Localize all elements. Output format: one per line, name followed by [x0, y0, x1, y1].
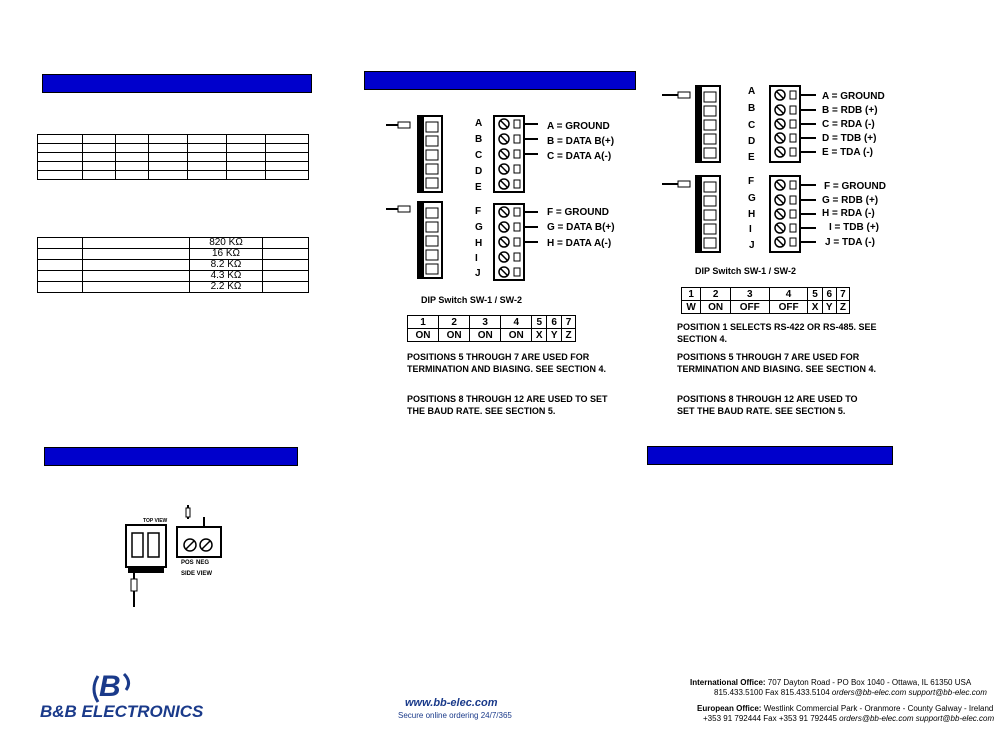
- eu-phone: +353 91 792444 Fax +353 91 792445: [703, 714, 837, 723]
- dip-setting: ON: [501, 329, 532, 342]
- terminal-block-icon: [494, 204, 538, 280]
- table-row: [38, 162, 309, 171]
- terminal-letter: J: [475, 268, 481, 279]
- logo-letter: B: [99, 670, 121, 703]
- resistor-table: [37, 237, 309, 293]
- eu-office-label: European Office:: [697, 704, 762, 713]
- plug-top-view-icon: [126, 525, 166, 607]
- resistor-value: 8.2 KΩ: [190, 260, 263, 271]
- terminal-letter: B: [748, 103, 756, 114]
- terminal-letter: C: [475, 150, 483, 161]
- terminal-letter: A: [748, 86, 756, 97]
- dip-setting: ON: [701, 301, 731, 314]
- intl-office-street: 707 Dayton Road - PO Box 1040 - Ottawa, IL 61350 USA: [767, 678, 972, 687]
- dip-position: 1: [682, 288, 701, 301]
- terminal-letter: J: [749, 240, 755, 251]
- table-row: [38, 249, 309, 260]
- terminal-letter: D: [748, 136, 756, 147]
- pos-label: POS: [181, 560, 194, 566]
- section-header-bar-right-bottom: [647, 446, 893, 465]
- resistor-value: 16 KΩ: [190, 249, 263, 260]
- side-view-label: SIDE VIEW: [181, 571, 213, 577]
- terminal-label: D = TDB (+): [822, 133, 877, 144]
- terminal-letter: I: [749, 224, 752, 235]
- terminal-label: B = RDB (+): [822, 105, 878, 116]
- dip-position: 7: [562, 316, 576, 329]
- terminal-letter: G: [475, 222, 483, 233]
- baud-rate-note: POSITIONS 8 THROUGH 12 ARE USED TO SET THE BAUD RATE. SEE SECTION 5.: [407, 394, 608, 416]
- dip-setting: Z: [562, 329, 576, 342]
- table-row: [38, 153, 309, 162]
- dip-setting: Z: [836, 301, 849, 314]
- plug-block-icon: [696, 86, 720, 162]
- website-link[interactable]: www.bb-elec.com: [405, 697, 498, 709]
- terminal-label: H = RDA (-): [822, 208, 875, 219]
- intl-office-label: International Office:: [690, 678, 766, 687]
- tagline: Secure online ordering 24/7/365: [398, 711, 512, 720]
- terminal-letter: E: [475, 182, 482, 193]
- termination-note: POSITIONS 5 THROUGH 7 ARE USED FOR TERMINATION AND BIASING. SEE SECTION 4.: [677, 352, 877, 374]
- dip-position: 5: [532, 316, 547, 329]
- table-row: [38, 135, 309, 144]
- terminal-label: A = GROUND: [547, 121, 610, 132]
- terminal-letter: G: [748, 193, 756, 204]
- dip-switch-title: DIP Switch SW-1 / SW-2: [421, 295, 522, 305]
- table-row: [38, 260, 309, 271]
- european-office-address: [697, 704, 993, 713]
- section-header-bar-left-top: [42, 74, 312, 93]
- table-row: [38, 282, 309, 293]
- dip-setting: OFF: [769, 301, 808, 314]
- terminal-label: H = DATA A(-): [547, 238, 612, 249]
- terminal-label: F = GROUND: [547, 207, 609, 218]
- dip-setting: ON: [408, 329, 439, 342]
- terminal-label: G = RDB (+): [822, 195, 879, 206]
- dip-setting: Y: [547, 329, 562, 342]
- termination-note: POSITIONS 5 THROUGH 7 ARE USED FOR TERMINATION AND BIASING. SEE SECTION 4.: [407, 352, 607, 374]
- wire-icon: [662, 92, 690, 98]
- dip-position: 7: [836, 288, 849, 301]
- section-header-bar-middle: [364, 71, 636, 90]
- wire-icon: [662, 181, 690, 187]
- eu-office-street: Westlink Commercial Park - Oranmore - County Galway - Ireland: [763, 704, 994, 713]
- table-row: [408, 329, 576, 342]
- terminal-label: J = TDA (-): [825, 237, 875, 248]
- eu-email[interactable]: orders@bb-elec.com support@bb-elec.com: [839, 714, 994, 723]
- dip-switch-table: [407, 315, 576, 342]
- international-office-address: [690, 678, 971, 687]
- section-header-bar-left-bottom: [44, 447, 298, 466]
- plug-side-view-icon: [177, 505, 221, 557]
- terminal-label: F = GROUND: [824, 181, 886, 192]
- dip-setting: X: [808, 301, 822, 314]
- table-row: [38, 144, 309, 153]
- terminal-letter: B: [475, 134, 483, 145]
- terminal-letter: H: [475, 238, 483, 249]
- terminal-block-icon: [770, 176, 816, 252]
- terminal-letter: H: [748, 209, 756, 220]
- wire-icon: [386, 206, 410, 212]
- intl-email[interactable]: orders@bb-elec.com support@bb-elec.com: [831, 688, 987, 697]
- european-office-contact: [703, 714, 994, 723]
- dip-position: 4: [769, 288, 808, 301]
- dip-setting: W: [682, 301, 701, 314]
- rs422-4wire-connector-diagram: [660, 84, 820, 254]
- dip-setting: ON: [470, 329, 501, 342]
- dip-position: 3: [470, 316, 501, 329]
- dip-position: 3: [730, 288, 769, 301]
- terminal-block-icon: [770, 86, 816, 162]
- terminal-block-icon: [494, 116, 538, 192]
- dip-position: 2: [439, 316, 470, 329]
- international-office-contact: [714, 688, 987, 697]
- wire-icon: [386, 122, 410, 128]
- dip-switch-title: DIP Switch SW-1 / SW-2: [695, 266, 796, 276]
- table-row: [38, 171, 309, 180]
- neg-label: NEG: [196, 560, 210, 566]
- terminal-label: E = TDA (-): [822, 147, 874, 158]
- terminal-letter: E: [748, 152, 755, 163]
- table-row: [682, 301, 850, 314]
- dip-position: 6: [822, 288, 836, 301]
- resistor-value: 4.3 KΩ: [190, 271, 263, 282]
- terminal-label: A = GROUND: [822, 91, 885, 102]
- specification-table: [37, 134, 309, 180]
- rs485-2wire-connector-diagram: [380, 110, 540, 282]
- table-row: [38, 238, 309, 249]
- terminal-letter: F: [748, 176, 755, 187]
- dip-position: 5: [808, 288, 822, 301]
- terminal-letter: I: [475, 253, 478, 264]
- resistor-value: 2.2 KΩ: [190, 282, 263, 293]
- terminal-label: B = DATA B(+): [547, 136, 615, 147]
- power-connector-diagram: [120, 505, 230, 610]
- brand-name: B&B ELECTRONICS: [40, 702, 204, 721]
- terminal-label: C = RDA (-): [822, 119, 875, 130]
- terminal-label: C = DATA A(-): [547, 151, 612, 162]
- dip-position: 1: [408, 316, 439, 329]
- dip-setting: ON: [439, 329, 470, 342]
- terminal-label: G = DATA B(+): [547, 222, 615, 233]
- baud-rate-note: POSITIONS 8 THROUGH 12 ARE USED TO SET THE BAUD RATE. SEE SECTION 5.: [677, 394, 858, 416]
- mode-select-note: POSITION 1 SELECTS RS-422 OR RS-485. SEE SECTION 4.: [677, 322, 877, 344]
- table-row: [408, 316, 576, 329]
- table-row: [682, 288, 850, 301]
- dip-setting: OFF: [730, 301, 769, 314]
- terminal-letter: A: [475, 118, 483, 129]
- plug-block-icon: [418, 116, 442, 192]
- terminal-label: I = TDB (+): [829, 222, 880, 233]
- dip-position: 6: [547, 316, 562, 329]
- table-row: [38, 271, 309, 282]
- top-view-label: TOP VIEW: [143, 518, 168, 524]
- dip-position: 2: [701, 288, 731, 301]
- dip-setting: X: [532, 329, 547, 342]
- dip-switch-table: [681, 287, 850, 314]
- resistor-value: 820 KΩ: [190, 238, 263, 249]
- dip-setting: Y: [822, 301, 836, 314]
- dip-position: 4: [501, 316, 532, 329]
- plug-block-icon: [418, 202, 442, 278]
- plug-block-icon: [696, 176, 720, 252]
- terminal-letter: F: [475, 206, 482, 217]
- terminal-letter: C: [748, 120, 756, 131]
- intl-phone: 815.433.5100 Fax 815.433.5104: [714, 688, 830, 697]
- terminal-letter: D: [475, 166, 483, 177]
